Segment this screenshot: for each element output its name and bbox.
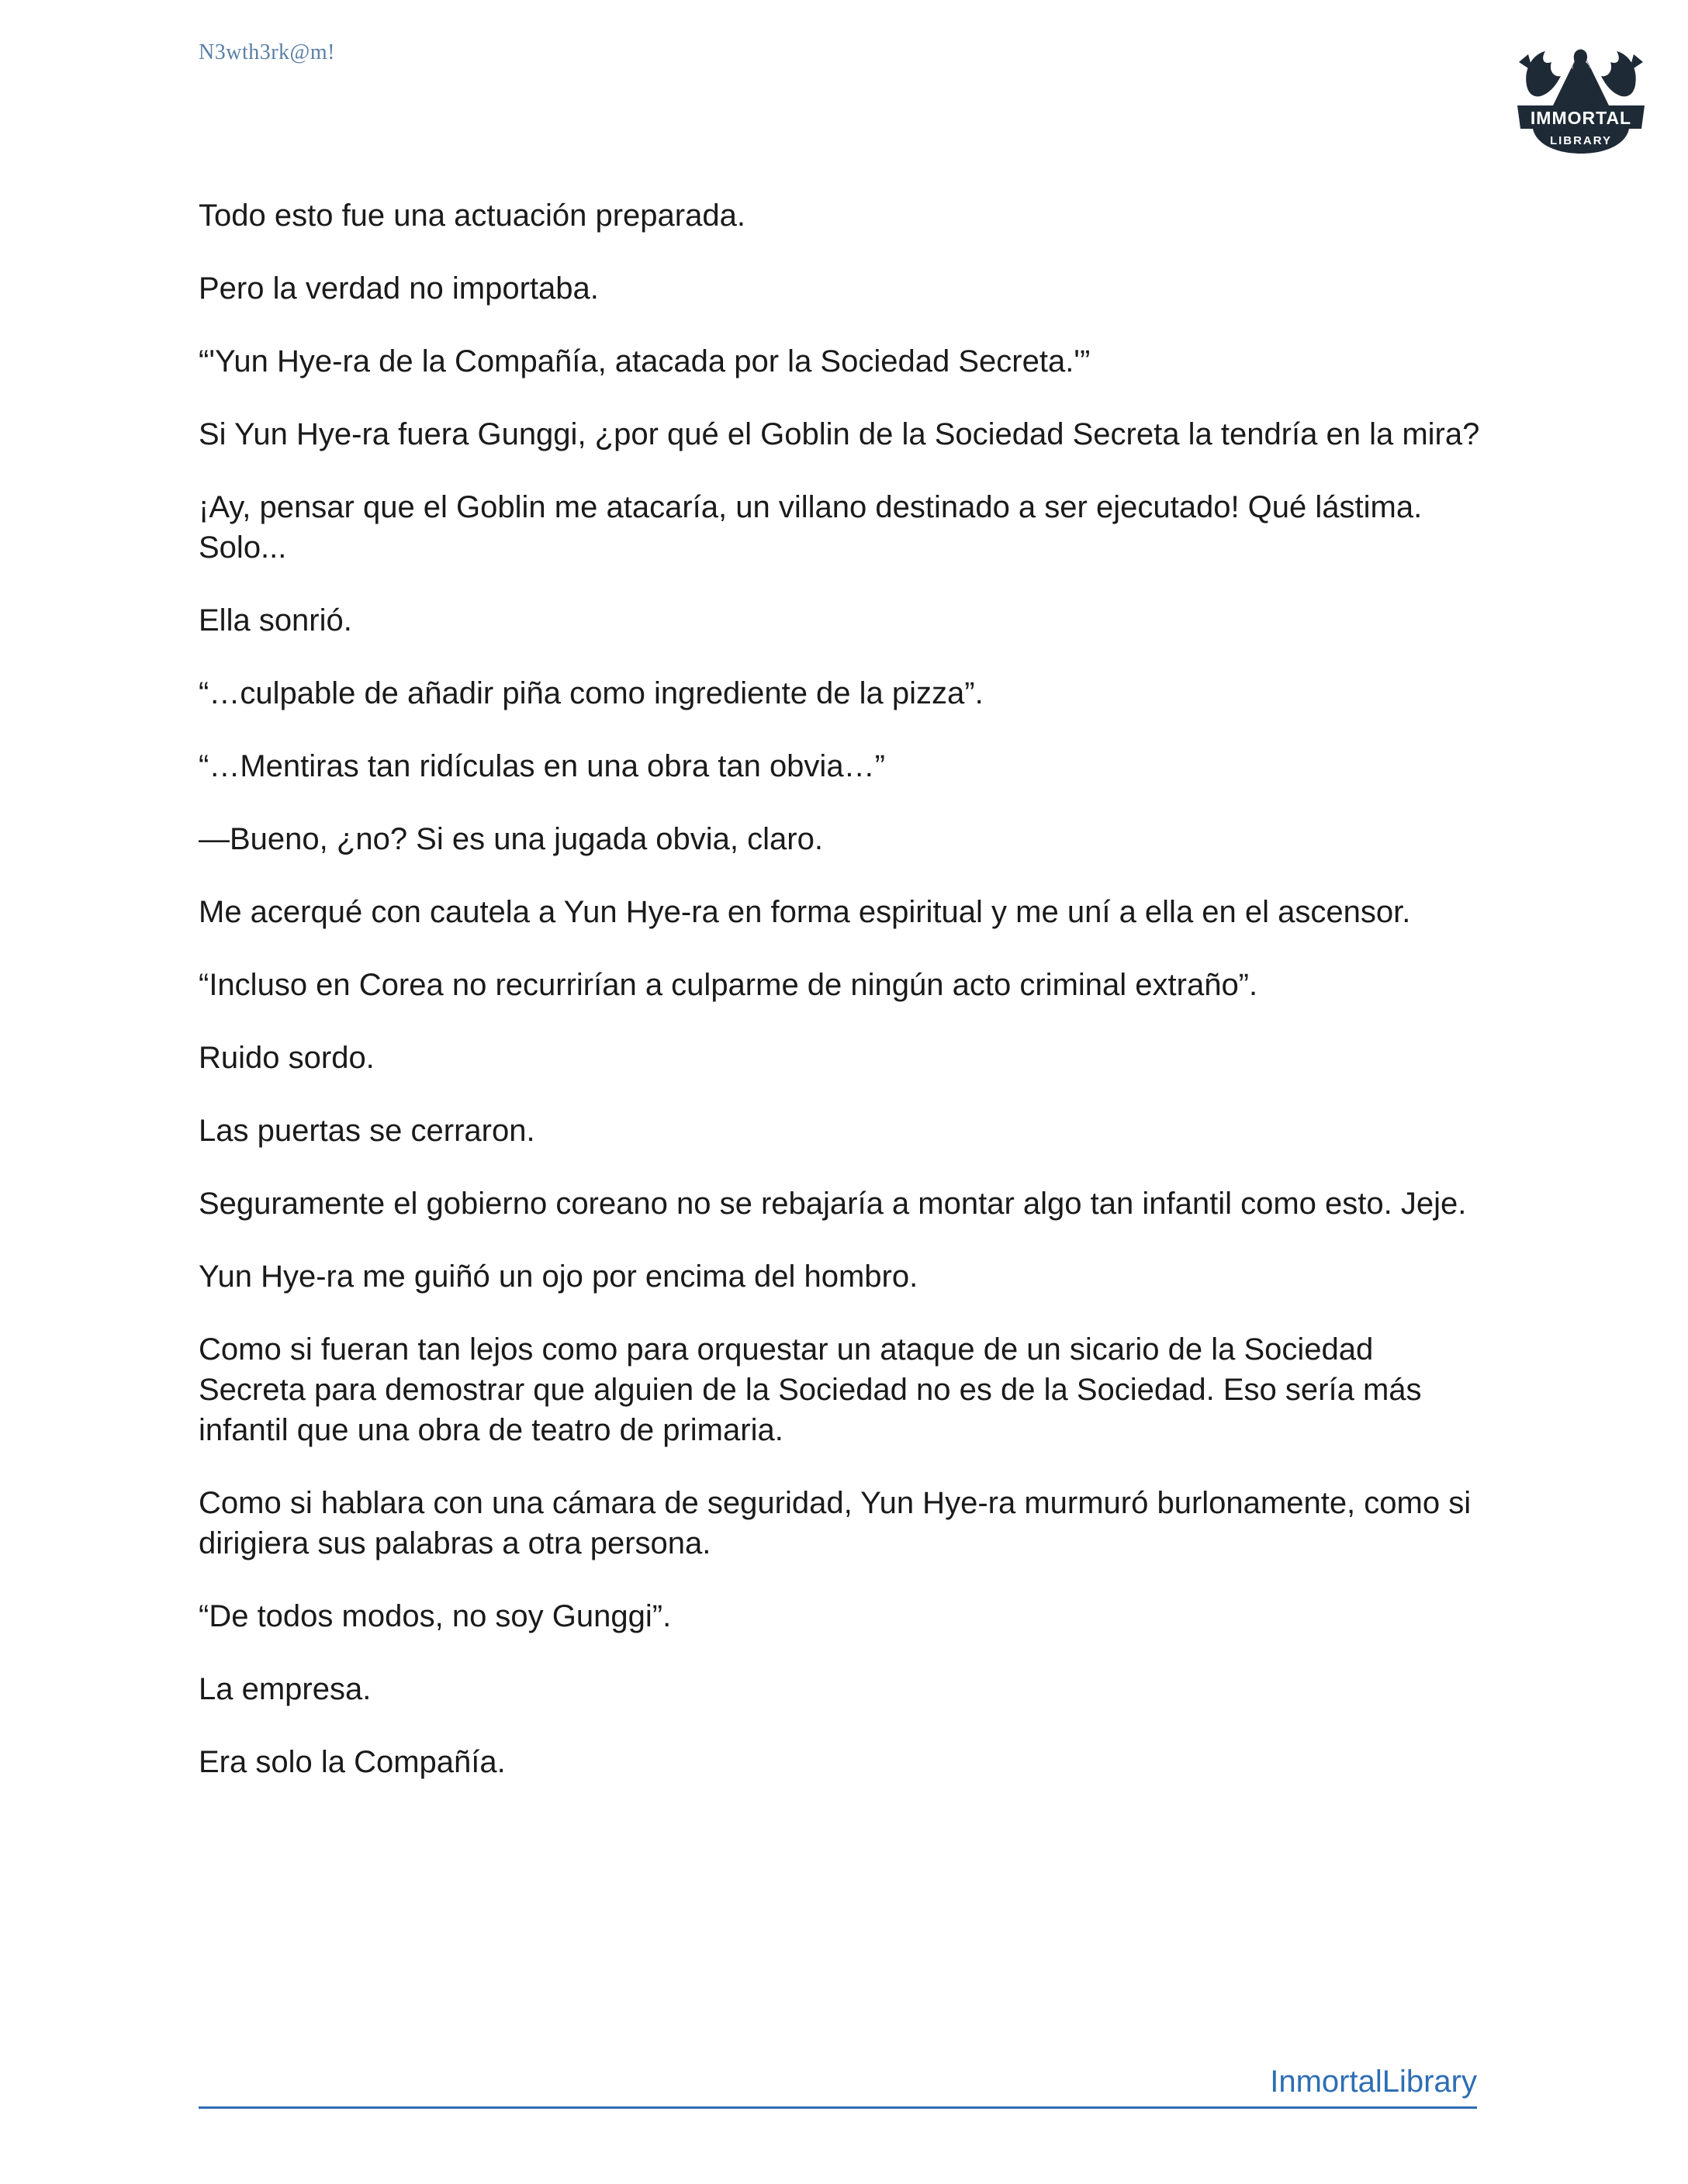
paragraph: “'Yun Hye-ra de la Compañía, atacada por la Sociedad Secreta.'” (199, 344, 1091, 378)
paragraph: Como si hablara con una cámara de seguridad, Yun Hye-ra murmuró burlonamente, como si dirigiera sus palabras a otra persona. (199, 1486, 1472, 1560)
paragraph: Las puertas se cerraron. (199, 1114, 535, 1148)
paragraph: Como si fueran tan lejos como para orquestar un ataque de un sicario de la Sociedad Secreta para demostrar que alguien de la Sociedad no es de la Sociedad. Eso sería más infantil que una obra de teatro de primaria. (199, 1332, 1422, 1447)
paragraph: “…Mentiras tan ridículas en una obra tan obvia…” (199, 749, 885, 783)
paragraph: Si Yun Hye-ra fuera Gunggi, ¿por qué el Goblin de la Sociedad Secreta la tendría en la mira? (199, 417, 1480, 451)
paragraph: Me acerqué con cautela a Yun Hye-ra en forma espiritual y me uní a ella en el ascensor. (199, 895, 1411, 929)
footer-link-label: InmortalLibrary (1270, 2065, 1477, 2099)
paragraph: Ruido sordo. (199, 1041, 375, 1075)
paragraph: ¡Ay, pensar que el Goblin me atacaría, un villano destinado a ser ejecutado! Qué lástima. Solo... (199, 490, 1423, 565)
immortal-library-logo (1510, 31, 1652, 163)
paragraph: Yun Hye-ra me guiñó un ojo por encima del hombro. (199, 1260, 918, 1294)
paragraph: “…culpable de añadir piña como ingrediente de la pizza”. (199, 676, 984, 710)
paragraph: “De todos modos, no soy Gunggi”. (199, 1599, 672, 1633)
paragraph: —Bueno, ¿no? Si es una jugada obvia, claro. (199, 822, 823, 856)
chapter-text (199, 195, 1486, 1815)
paragraph: Era solo la Compañía. (199, 1745, 506, 1779)
paragraph: La empresa. (199, 1672, 372, 1706)
paragraph: Todo esto fue una actuación preparada. (199, 199, 745, 233)
header-watermark: N3wth3rk@m! (199, 40, 335, 64)
logo-line2: LIBRARY (1549, 134, 1613, 147)
paragraph: Seguramente el gobierno coreano no se rebajaría a montar algo tan infantil como esto. Jeje. (199, 1187, 1467, 1221)
footer-library-link[interactable] (199, 2060, 1477, 2109)
paragraph: Ella sonrió. (199, 603, 352, 638)
logo-line1: IMMORTAL (1530, 108, 1632, 128)
paragraph: “Incluso en Corea no recurrirían a culparme de ningún acto criminal extraño”. (199, 968, 1258, 1002)
paragraph: Pero la verdad no importaba. (199, 271, 599, 306)
